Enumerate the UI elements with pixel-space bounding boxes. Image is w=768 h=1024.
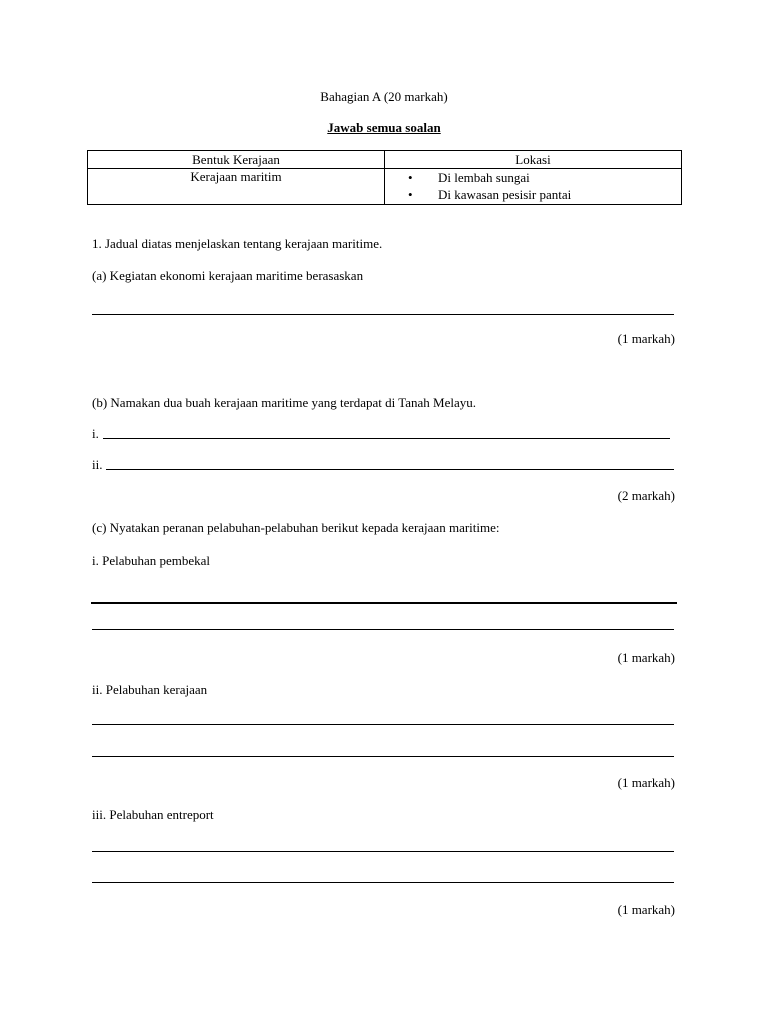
marks-1c-i: (1 markah) bbox=[617, 650, 675, 665]
instruction-heading: Jawab semua soalan bbox=[327, 120, 441, 135]
question-1c-iii-label: iii. Pelabuhan entreport bbox=[92, 807, 214, 822]
bullet-icon: • bbox=[408, 187, 413, 202]
bullet-icon: • bbox=[408, 170, 413, 185]
answer-line-1c-ii-2[interactable] bbox=[92, 756, 674, 757]
location-list bbox=[408, 169, 571, 203]
answer-line-1b-ii[interactable] bbox=[92, 457, 674, 473]
table-cell-kerajaan: Kerajaan maritim bbox=[190, 169, 282, 184]
item-label: ii. bbox=[92, 457, 103, 472]
list-item: • Di lembah sungai bbox=[408, 170, 530, 185]
answer-line-1a[interactable] bbox=[92, 314, 674, 315]
marks-1a: (1 markah) bbox=[617, 331, 675, 346]
table-header-bentuk: Bentuk Kerajaan bbox=[192, 152, 280, 167]
question-1c-text: (c) Nyatakan peranan pelabuhan-pelabuhan berikut kepada kerajaan maritime: bbox=[92, 520, 500, 535]
question-1-intro: 1. Jadual diatas menjelaskan tentang kerajaan maritime. bbox=[92, 236, 383, 251]
table-header-lokasi: Lokasi bbox=[515, 152, 551, 167]
question-1a-text: (a) Kegiatan ekonomi kerajaan maritime berasaskan bbox=[92, 268, 364, 283]
marks-1b: (2 markah) bbox=[617, 488, 675, 503]
question-1c-i-label: i. Pelabuhan pembekal bbox=[92, 553, 211, 568]
kerajaan-table bbox=[87, 150, 682, 205]
marks-1c-iii: (1 markah) bbox=[617, 902, 675, 917]
question-1b-text: (b) Namakan dua buah kerajaan maritime yang terdapat di Tanah Melayu. bbox=[92, 395, 477, 410]
section-title: Bahagian A (20 markah) bbox=[320, 89, 448, 104]
answer-line-1c-i-2[interactable] bbox=[92, 629, 674, 630]
list-item: • Di kawasan pesisir pantai bbox=[408, 187, 572, 202]
question-1c-ii-label: ii. Pelabuhan kerajaan bbox=[92, 682, 208, 697]
answer-line-1c-iii-2[interactable] bbox=[92, 882, 674, 883]
answer-line-1c-iii-1[interactable] bbox=[92, 851, 674, 852]
answer-line-1c-i-1[interactable] bbox=[91, 602, 677, 604]
answer-line-1b-i[interactable] bbox=[92, 426, 670, 442]
item-label: i. bbox=[92, 426, 99, 441]
answer-line-1c-ii-1[interactable] bbox=[92, 724, 674, 725]
marks-1c-ii: (1 markah) bbox=[617, 775, 675, 790]
